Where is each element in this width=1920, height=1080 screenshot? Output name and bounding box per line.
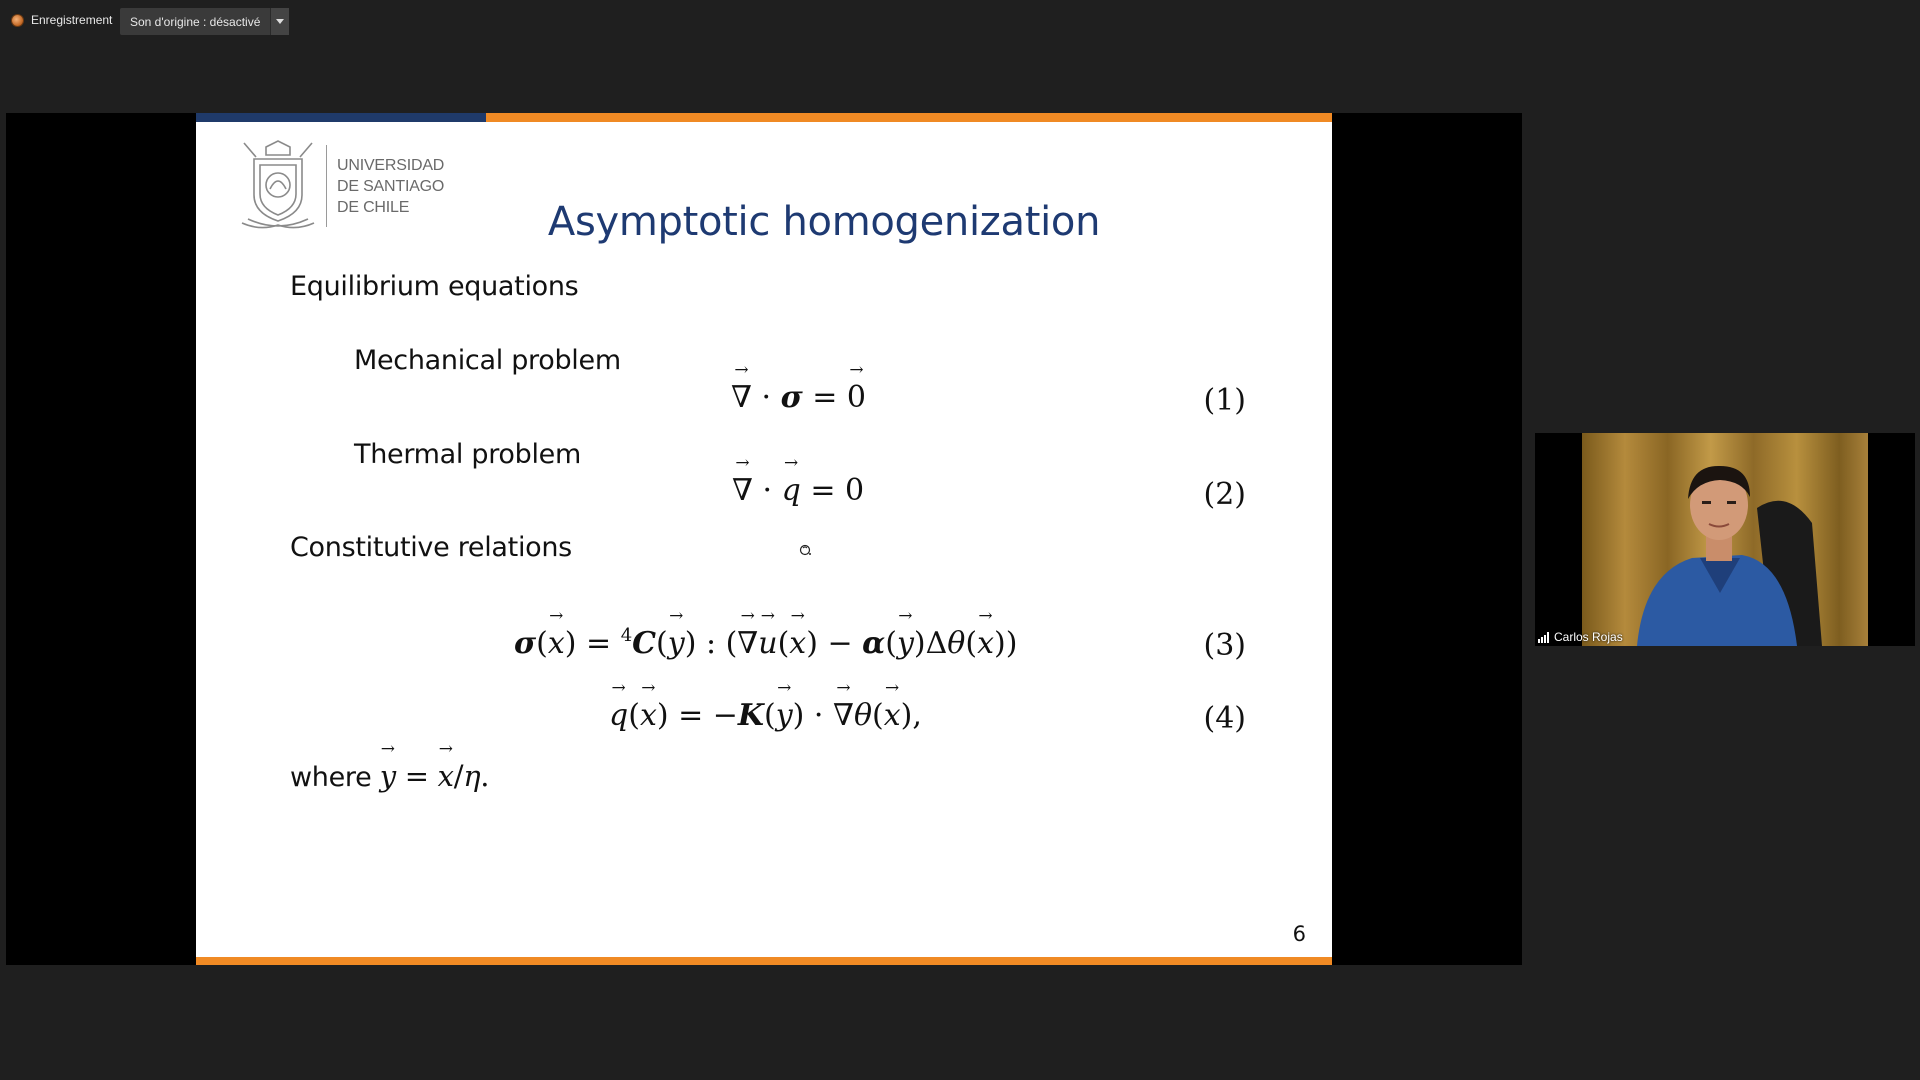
where-line: where → y = → x/η. [290, 759, 489, 793]
original-sound-button[interactable] [120, 8, 289, 35]
participant-name: Carlos Rojas [1554, 630, 1623, 644]
equation-2-number: (2) [1203, 477, 1246, 512]
section-constitutive: Constitutive relations [290, 532, 572, 563]
recording-indicator [12, 11, 112, 29]
equation-1-number: (1) [1203, 383, 1246, 418]
slide-title: Asymptotic homogenization [547, 199, 1101, 245]
equation-1: → ∇ · σ = → 0 [731, 380, 866, 415]
participant-video-tile[interactable] [1535, 433, 1915, 646]
original-sound-label[interactable]: Son d'origine : désactivé [130, 14, 261, 29]
chevron-down-icon[interactable] [270, 8, 289, 35]
equation-4-number: (4) [1203, 701, 1246, 736]
recording-icon [12, 15, 23, 26]
pointer-cursor-icon [799, 543, 813, 557]
shared-screen [6, 113, 1522, 965]
equation-3: σ(→ x) = $^4$C(→ y) : (→ ∇→ u(→ x) − α(→ y)Δθ(→ x)) [514, 625, 1017, 661]
bottom-stripe [196, 957, 1332, 965]
section-equilibrium: Equilibrium equations [290, 271, 579, 302]
signal-strength-icon [1538, 632, 1549, 643]
participant-video [1582, 433, 1868, 646]
university-name: UNIVERSIDAD DE SANTIAGO DE CHILE [337, 156, 445, 216]
recording-label: Enregistrement [31, 13, 113, 27]
equation-4: → q(→ x) = −K(→ y) · → ∇θ(→ x), [609, 698, 922, 733]
slide [196, 113, 1332, 965]
thermal-problem-label: Thermal problem [354, 439, 581, 470]
top-stripe [196, 113, 1332, 122]
participant-name-tag [1538, 630, 1623, 644]
equation-3-number: (3) [1203, 628, 1246, 663]
equation-2: → ∇ · → q = 0 [732, 473, 864, 508]
page-number: 6 [1292, 922, 1306, 946]
mechanical-problem-label: Mechanical problem [354, 345, 621, 376]
